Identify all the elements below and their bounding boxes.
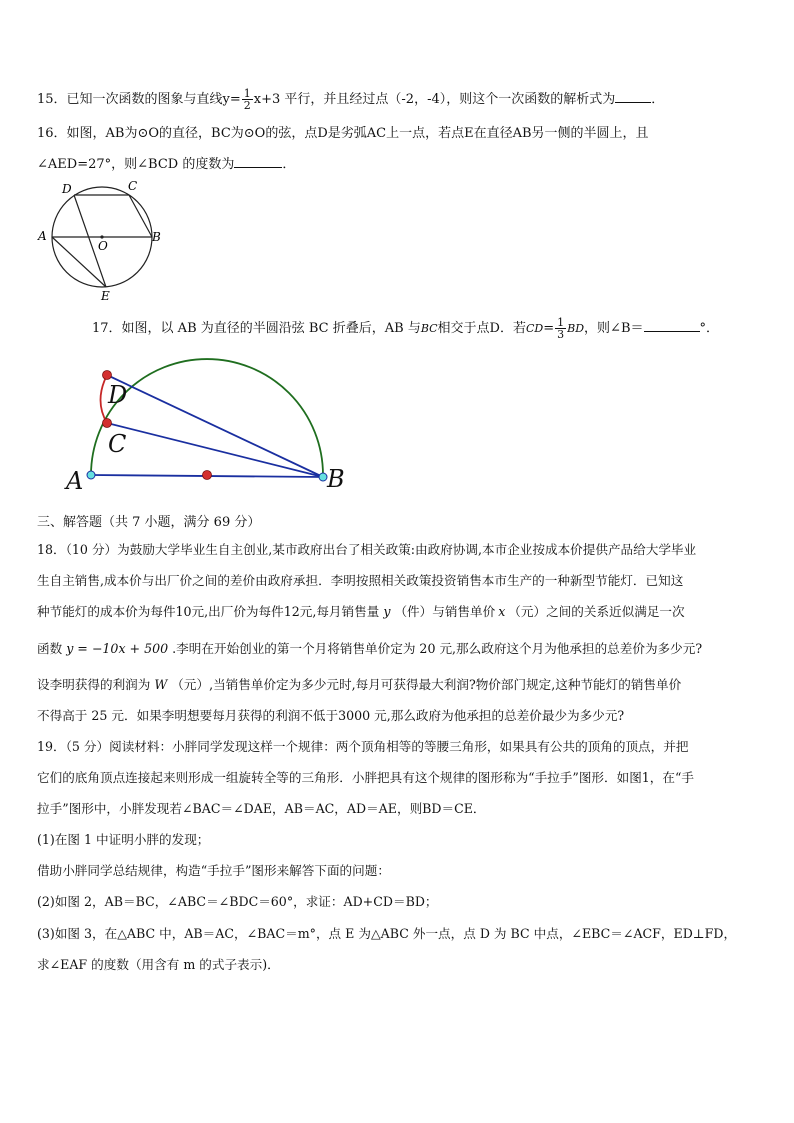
q18-var-y: y xyxy=(383,604,391,619)
q16-answer-blank xyxy=(234,155,282,168)
q17-label-c: C xyxy=(108,430,127,458)
q15-answer-blank xyxy=(615,90,651,103)
q16-line1: 16．如图，AB为⊙O的直径，BC为⊙O的弦，点D是劣弧AC上一点，若点E在直径AB另一侧的半圆上，且 xyxy=(37,126,649,141)
q18-l4-a: 函数 xyxy=(37,641,63,656)
q15-frac-num: 1 xyxy=(243,87,251,100)
q15-fraction xyxy=(242,88,253,111)
q17-frac-num: 1 xyxy=(557,316,565,329)
q17-arc-cd: CD xyxy=(525,322,544,335)
q19-line2: 它们的底角顶点连接起来则形成一组旋转全等的三角形．小胖把具有这个规律的图形称为“手拉手”图形．如图1，在“手 xyxy=(37,770,695,785)
q16-line2 xyxy=(37,155,295,174)
q17-point-c xyxy=(103,419,112,428)
q17-arc-bd: BD xyxy=(567,322,585,335)
q19-line6: (2)如图 2，AB＝BC，∠ABC＝∠BDC＝60°，求证：AD+CD＝BD； xyxy=(37,894,438,909)
q18-line1: 18．（10 分）为鼓励大学毕业生自主创业,某市政府出台了相关政策:由政府协调,本市企业按成本价提供产品给大学毕业 xyxy=(37,542,697,557)
q17-point-b xyxy=(319,473,327,481)
q19-line1: 19．（5 分）阅读材料：小胖同学发现这样一个规律：两个顶角相等的等腰三角形，如果具有公共的顶角的顶点，并把 xyxy=(37,739,689,754)
q18-l5-a: 设李明获得的利润为 xyxy=(37,677,151,692)
q17-text-c: ，则∠B＝ xyxy=(584,321,644,336)
q16-chord-cb xyxy=(129,195,152,237)
q16-label-e: E xyxy=(101,289,110,303)
q17-text-b: 相交于点D．若 xyxy=(437,321,526,336)
q19-line3: 拉手”图形中，小胖发现若∠BAC＝∠DAE，AB＝AC，AD＝AE，则BD＝CE． xyxy=(37,801,486,816)
q18-function: y = −10x + 500 xyxy=(66,641,169,656)
q16-label-a: A xyxy=(38,229,47,243)
q17-end: °． xyxy=(699,321,720,336)
q18-l3-b: （件）与销售单价 xyxy=(394,604,496,619)
q17-arc-bc: BC xyxy=(420,322,438,335)
q19-line7: (3)如图 3，在△ABC 中，AB＝AC，∠BAC＝m°，点 E 为△ABC 外一点，点 D 为 BC 中点，∠EBC＝∠ACF，ED⊥FD， xyxy=(37,926,737,941)
q17-point-d xyxy=(103,371,112,380)
q18-var-x: x xyxy=(498,604,506,619)
q16-line2-text: ∠AED=27°，则∠BCD 的度数为 xyxy=(37,157,235,172)
q18-line6: 不得高于 25 元．如果李明想要每月获得的利润不低于3000 元,那么政府为他承担的总差价最少为多少元? xyxy=(37,708,625,723)
q17-text-a: 17．如图，以 AB 为直径的半圆沿弦 BC 折叠后，AB 与 xyxy=(92,321,421,336)
q18-line5 xyxy=(37,676,681,694)
q18-line3 xyxy=(37,603,685,621)
q17-fraction xyxy=(555,317,566,340)
q17-point-a xyxy=(87,471,95,479)
q17-label-b: B xyxy=(327,465,345,493)
q19-line4: (1)在图 1 中证明小胖的发现； xyxy=(37,832,210,847)
q16-label-o: O xyxy=(98,239,108,253)
q15-text-a: 15．已知一次函数的图象与直线y= xyxy=(37,92,241,107)
q18-l3-c: （元）之间的关系近似满足一次 xyxy=(508,604,685,619)
q18-l4-b: .李明在开始创业的第一个月将销售单价定为 20 元,那么政府这个月为他承担的总差价为多少元? xyxy=(172,641,703,656)
q18-line4 xyxy=(37,640,702,658)
q17-folded-arc xyxy=(101,375,108,423)
q17-figure xyxy=(64,355,354,495)
q17-eq: = xyxy=(543,321,555,336)
q16-figure xyxy=(36,178,166,303)
q15-frac-den: 2 xyxy=(243,99,251,112)
q15-line xyxy=(37,88,664,111)
q16-line2-end: ． xyxy=(282,157,296,172)
q17-answer-blank xyxy=(644,319,700,332)
q17-label-a: A xyxy=(66,467,84,495)
q18-l3-a: 种节能灯的成本价为每件10元,出厂价为每件12元,每月销售量 xyxy=(37,604,380,619)
q17-point-mid xyxy=(203,471,212,480)
q16-label-c: C xyxy=(128,179,138,193)
q15-text-b: x+3 平行，并且经过点（-2，-4），则这个一次函数的解析式为 xyxy=(253,92,616,107)
q15-end: ． xyxy=(651,92,665,107)
q17-frac-den: 3 xyxy=(557,328,565,341)
q17-segment-cb xyxy=(107,423,323,477)
q19-line8: 求∠EAF 的度数（用含有 m 的式子表示)． xyxy=(37,957,280,972)
q16-label-b: B xyxy=(152,230,161,244)
q18-l5-b: （元）,当销售单价定为多少元时,每月可获得最大利润?物价部门规定,这种节能灯的销售单价 xyxy=(171,677,682,692)
q17-line xyxy=(92,317,719,340)
q19-line5: 借助小胖同学总结规律，构造“手拉手”图形来解答下面的问题： xyxy=(37,863,390,878)
q17-label-d: D xyxy=(108,381,128,409)
q16-label-d: D xyxy=(62,182,72,196)
section-3-heading: 三、解答题（共 7 小题，满分 69 分） xyxy=(37,515,261,530)
q17-segment-db xyxy=(107,375,323,477)
q18-var-w: W xyxy=(154,677,168,692)
q18-line2: 生自主销售,成本价与出厂价之间的差价由政府承担．李明按照相关政策投资销售本市生产的一种新型节能灯．已知这 xyxy=(37,573,684,588)
